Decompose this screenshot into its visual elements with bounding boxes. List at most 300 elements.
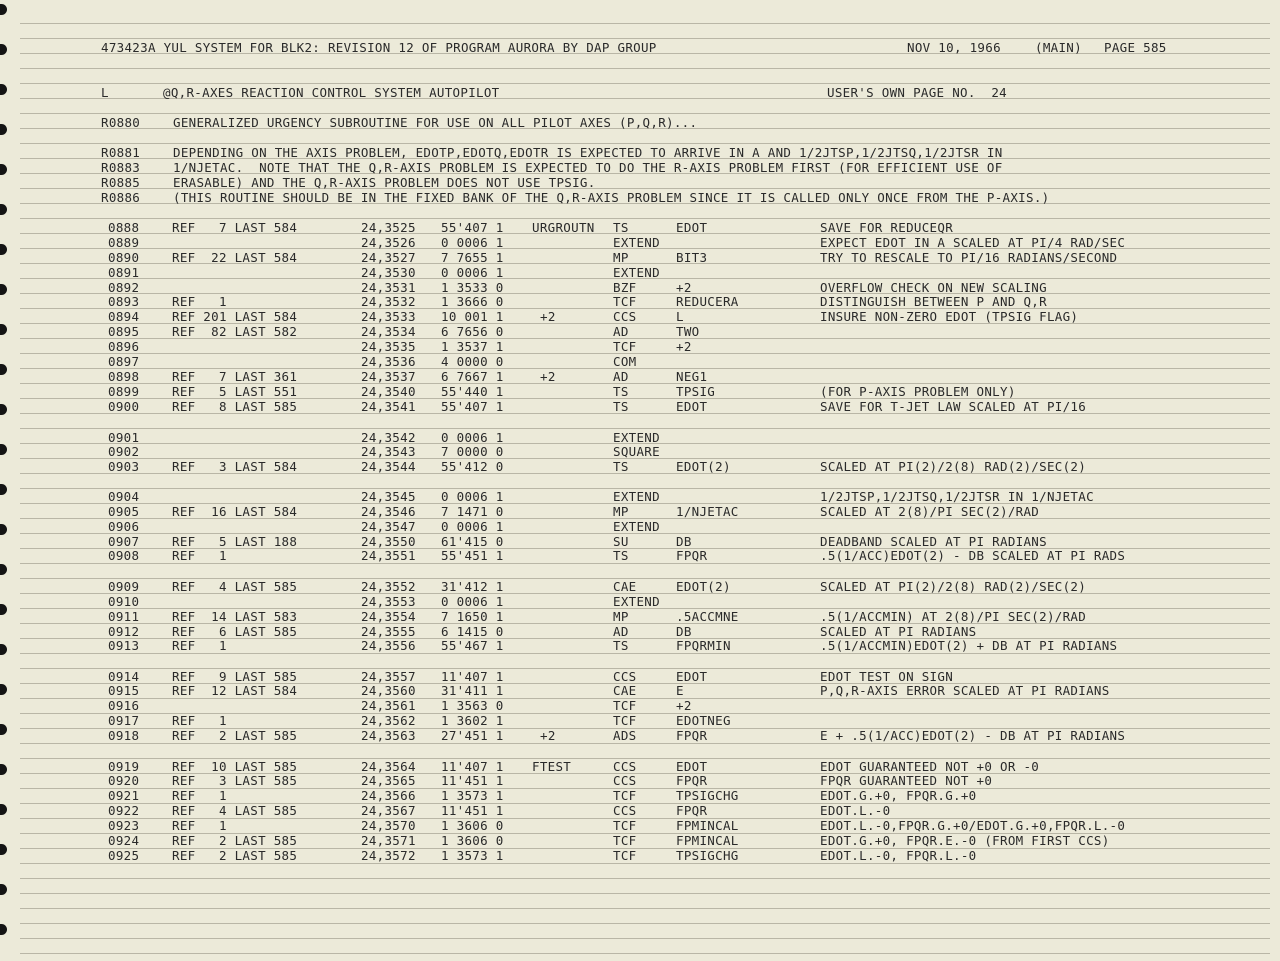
- octal-word: 11'407 1: [441, 759, 504, 774]
- listing-row: [0, 594, 1280, 609]
- ruled-line: [20, 68, 1270, 69]
- page-subheader: [0, 85, 1280, 100]
- opcode: TCF: [613, 788, 637, 803]
- opcode: EXTEND: [613, 430, 660, 445]
- ref-info: REF 2 LAST 585: [172, 833, 298, 848]
- ruled-line: [20, 878, 1270, 879]
- opcode: TS: [613, 548, 629, 563]
- comment: DEADBAND SCALED AT PI RADIANS: [820, 534, 1047, 549]
- listing-row: [0, 220, 1280, 235]
- comment: (FOR P-AXIS PROBLEM ONLY): [820, 384, 1016, 399]
- listing-row: [0, 309, 1280, 324]
- opcode: TCF: [613, 294, 637, 309]
- listing-row: [0, 548, 1280, 563]
- line-number: 0914: [108, 669, 140, 684]
- listing-row: [0, 235, 1280, 250]
- line-number: 0922: [108, 803, 140, 818]
- listing-row: [0, 519, 1280, 534]
- address: 24,3537: [361, 369, 416, 384]
- octal-word: 55'467 1: [441, 638, 504, 653]
- line-number: 0911: [108, 609, 140, 624]
- comment: SAVE FOR T-JET LAW SCALED AT PI/16: [820, 399, 1087, 414]
- header-title: 473423A YUL SYSTEM FOR BLK2: REVISION 12 OF PROGRAM AURORA BY DAP GROUP: [101, 40, 657, 55]
- remark-id: R0883: [101, 160, 141, 175]
- line-number: 0889: [108, 235, 140, 250]
- ruled-line: [20, 908, 1270, 909]
- listing-row: [0, 624, 1280, 639]
- octal-word: 10 001 1: [441, 309, 504, 324]
- punch-hole: [0, 924, 7, 935]
- ref-info: REF 7 LAST 361: [172, 369, 298, 384]
- remark-line: [0, 160, 1280, 175]
- operand: +2: [676, 280, 692, 295]
- listing-row: [0, 384, 1280, 399]
- remark-text: DEPENDING ON THE AXIS PROBLEM, EDOTP,EDOTQ,EDOTR IS EXPECTED TO ARRIVE IN A AND 1/2JTSP,1/2JTSQ,1/2JTSR IN: [173, 145, 1003, 160]
- ref-info: REF 7 LAST 584: [172, 220, 298, 235]
- ruled-line: [20, 218, 1270, 219]
- listing-row: [0, 683, 1280, 698]
- ref-info: REF 5 LAST 551: [172, 384, 298, 399]
- octal-word: 31'411 1: [441, 683, 504, 698]
- octal-word: 1 3533 0: [441, 280, 504, 295]
- ruled-line: [20, 938, 1270, 939]
- opcode: CCS: [613, 759, 637, 774]
- address: 24,3566: [361, 788, 416, 803]
- opcode: TCF: [613, 848, 637, 863]
- comment: TRY TO RESCALE TO PI/16 RADIANS/SECOND: [820, 250, 1118, 265]
- address: 24,3531: [361, 280, 416, 295]
- operand: +2: [676, 339, 692, 354]
- opcode: EXTEND: [613, 235, 660, 250]
- listing-row: [0, 728, 1280, 743]
- opcode: EXTEND: [613, 594, 660, 609]
- address: 24,3564: [361, 759, 416, 774]
- operand: +2: [676, 698, 692, 713]
- line-number: 0888: [108, 220, 140, 235]
- line-number: 0923: [108, 818, 140, 833]
- opcode: ADS: [613, 728, 637, 743]
- opcode: AD: [613, 324, 629, 339]
- subheader-mark: L: [101, 85, 109, 100]
- line-number: 0907: [108, 534, 140, 549]
- ref-info: REF 3 LAST 584: [172, 459, 298, 474]
- octal-word: 1 3606 0: [441, 833, 504, 848]
- listing-row: [0, 788, 1280, 803]
- operand: TPSIGCHG: [676, 848, 739, 863]
- address: 24,3567: [361, 803, 416, 818]
- ref-info: REF 5 LAST 188: [172, 534, 298, 549]
- operand: FPQR: [676, 548, 708, 563]
- user-page-number: USER'S OWN PAGE NO. 24: [827, 85, 1007, 100]
- punch-hole: [0, 884, 7, 895]
- line-number: 0916: [108, 698, 140, 713]
- header-main: (MAIN): [1035, 40, 1082, 55]
- ref-info: REF 22 LAST 584: [172, 250, 298, 265]
- line-number: 0920: [108, 773, 140, 788]
- comment: SCALED AT 2(8)/PI SEC(2)/RAD: [820, 504, 1040, 519]
- comment: EDOT.L.-0,FPQR.G.+0/EDOT.G.+0,FPQR.L.-0: [820, 818, 1126, 833]
- line-number: 0902: [108, 444, 140, 459]
- address: 24,3550: [361, 534, 416, 549]
- ref-info: REF 1: [172, 818, 227, 833]
- ruled-line: [20, 83, 1270, 84]
- line-number: 0895: [108, 324, 140, 339]
- comment: E + .5(1/ACC)EDOT(2) - DB AT PI RADIANS: [820, 728, 1126, 743]
- ref-info: REF 1: [172, 788, 227, 803]
- operand: EDOT(2): [676, 459, 731, 474]
- opcode: EXTEND: [613, 519, 660, 534]
- address: 24,3533: [361, 309, 416, 324]
- line-number: 0901: [108, 430, 140, 445]
- punch-hole: [0, 564, 7, 575]
- remark-line: [0, 115, 1280, 130]
- operand: TPSIG: [676, 384, 716, 399]
- address: 24,3560: [361, 683, 416, 698]
- listing-row: [0, 324, 1280, 339]
- operand: TPSIGCHG: [676, 788, 739, 803]
- listing-row: [0, 534, 1280, 549]
- listing-row: [0, 489, 1280, 504]
- label: FTEST: [532, 759, 572, 774]
- octal-word: 0 0006 1: [441, 594, 504, 609]
- line-number: 0898: [108, 369, 140, 384]
- octal-word: 7 1471 0: [441, 504, 504, 519]
- opcode: TCF: [613, 339, 637, 354]
- remark-text: GENERALIZED URGENCY SUBROUTINE FOR USE ON ALL PILOT AXES (P,Q,R)...: [173, 115, 698, 130]
- octal-word: 0 0006 1: [441, 265, 504, 280]
- octal-word: 1 3573 1: [441, 788, 504, 803]
- ruled-line: [20, 143, 1270, 144]
- operand: DB: [676, 624, 692, 639]
- octal-word: 11'451 1: [441, 773, 504, 788]
- octal-word: 55'451 1: [441, 548, 504, 563]
- ruled-line: [20, 23, 1270, 24]
- opcode: MP: [613, 504, 629, 519]
- listing-row: [0, 250, 1280, 265]
- address: 24,3552: [361, 579, 416, 594]
- remark-text: 1/NJETAC. NOTE THAT THE Q,R-AXIS PROBLEM IS EXPECTED TO DO THE R-AXIS PROBLEM FIRST (FOR EFFICIENT USE OF: [173, 160, 1003, 175]
- address: 24,3546: [361, 504, 416, 519]
- operand: EDOT(2): [676, 579, 731, 594]
- octal-word: 0 0006 1: [441, 430, 504, 445]
- punch-hole: [0, 204, 7, 215]
- opcode: TCF: [613, 833, 637, 848]
- ref-info: REF 12 LAST 584: [172, 683, 298, 698]
- address: 24,3554: [361, 609, 416, 624]
- opcode: TCF: [613, 698, 637, 713]
- line-number: 0915: [108, 683, 140, 698]
- comment: EDOT.G.+0, FPQR.E.-0 (FROM FIRST CCS): [820, 833, 1110, 848]
- octal-word: 61'415 0: [441, 534, 504, 549]
- ref-info: REF 6 LAST 585: [172, 624, 298, 639]
- address: 24,3562: [361, 713, 416, 728]
- comment: INSURE NON-ZERO EDOT (TPSIG FLAG): [820, 309, 1079, 324]
- address: 24,3557: [361, 669, 416, 684]
- octal-word: 31'412 1: [441, 579, 504, 594]
- line-number: 0917: [108, 713, 140, 728]
- ref-info: REF 1: [172, 294, 227, 309]
- listing-row: [0, 430, 1280, 445]
- listing-row: [0, 833, 1280, 848]
- opcode: TCF: [613, 713, 637, 728]
- ref-info: REF 14 LAST 583: [172, 609, 298, 624]
- ref-info: REF 16 LAST 584: [172, 504, 298, 519]
- flag: +2: [540, 369, 556, 384]
- address: 24,3526: [361, 235, 416, 250]
- line-number: 0897: [108, 354, 140, 369]
- octal-word: 1 3563 0: [441, 698, 504, 713]
- listing-row: [0, 265, 1280, 280]
- opcode: MP: [613, 250, 629, 265]
- octal-word: 27'451 1: [441, 728, 504, 743]
- listing-row: [0, 369, 1280, 384]
- operand: EDOTNEG: [676, 713, 731, 728]
- ruled-line: [20, 653, 1270, 654]
- comment: SCALED AT PI(2)/2(8) RAD(2)/SEC(2): [820, 459, 1087, 474]
- line-number: 0893: [108, 294, 140, 309]
- listing-row: [0, 280, 1280, 295]
- ruled-line: [20, 428, 1270, 429]
- octal-word: 6 1415 0: [441, 624, 504, 639]
- line-number: 0899: [108, 384, 140, 399]
- address: 24,3534: [361, 324, 416, 339]
- ref-info: REF 4 LAST 585: [172, 803, 298, 818]
- opcode: CCS: [613, 669, 637, 684]
- operand: EDOT: [676, 669, 708, 684]
- page-header: [0, 40, 1280, 55]
- opcode: TS: [613, 399, 629, 414]
- ruled-line: [20, 863, 1270, 864]
- remark-id: R0881: [101, 145, 141, 160]
- octal-word: 6 7667 1: [441, 369, 504, 384]
- ruled-line: [20, 893, 1270, 894]
- line-number: 0925: [108, 848, 140, 863]
- listing-row: [0, 759, 1280, 774]
- line-number: 0912: [108, 624, 140, 639]
- line-number: 0908: [108, 548, 140, 563]
- address: 24,3543: [361, 444, 416, 459]
- address: 24,3556: [361, 638, 416, 653]
- opcode: CAE: [613, 579, 637, 594]
- ref-info: REF 1: [172, 638, 227, 653]
- ruled-line: [20, 953, 1270, 954]
- listing-row: [0, 294, 1280, 309]
- ref-info: REF 9 LAST 585: [172, 669, 298, 684]
- label: URGROUTN: [532, 220, 595, 235]
- line-number: 0890: [108, 250, 140, 265]
- comment: EXPECT EDOT IN A SCALED AT PI/4 RAD/SEC: [820, 235, 1126, 250]
- comment: FPQR GUARANTEED NOT +0: [820, 773, 993, 788]
- punch-hole: [0, 4, 7, 15]
- octal-word: 7 0000 0: [441, 444, 504, 459]
- operand: 1/NJETAC: [676, 504, 739, 519]
- operand: .5ACCMNE: [676, 609, 739, 624]
- ref-info: REF 4 LAST 585: [172, 579, 298, 594]
- line-number: 0921: [108, 788, 140, 803]
- remark-text: (THIS ROUTINE SHOULD BE IN THE FIXED BANK OF THE Q,R-AXIS PROBLEM SINCE IT IS CALLED ONLY ONCE FROM THE P-AXIS.): [173, 190, 1050, 205]
- ref-info: REF 82 LAST 582: [172, 324, 298, 339]
- address: 24,3530: [361, 265, 416, 280]
- ruled-line: [20, 563, 1270, 564]
- remark-line: [0, 145, 1280, 160]
- address: 24,3542: [361, 430, 416, 445]
- listing-row: [0, 803, 1280, 818]
- operand: DB: [676, 534, 692, 549]
- address: 24,3540: [361, 384, 416, 399]
- octal-word: 55'407 1: [441, 220, 504, 235]
- listing-row: [0, 818, 1280, 833]
- line-number: 0894: [108, 309, 140, 324]
- operand: FPQR: [676, 803, 708, 818]
- remark-id: R0886: [101, 190, 141, 205]
- address: 24,3572: [361, 848, 416, 863]
- operand: FPQR: [676, 728, 708, 743]
- remark-line: [0, 190, 1280, 205]
- listing-row: [0, 354, 1280, 369]
- opcode: AD: [613, 624, 629, 639]
- line-number: 0924: [108, 833, 140, 848]
- line-number: 0913: [108, 638, 140, 653]
- header-date: NOV 10, 1966: [907, 40, 1001, 55]
- listing-row: [0, 698, 1280, 713]
- operand: FPQRMIN: [676, 638, 731, 653]
- listing-row: [0, 848, 1280, 863]
- listing-row: [0, 773, 1280, 788]
- opcode: SQUARE: [613, 444, 660, 459]
- address: 24,3555: [361, 624, 416, 639]
- octal-word: 6 7656 0: [441, 324, 504, 339]
- opcode: EXTEND: [613, 489, 660, 504]
- line-number: 0906: [108, 519, 140, 534]
- comment: SCALED AT PI(2)/2(8) RAD(2)/SEC(2): [820, 579, 1087, 594]
- opcode: COM: [613, 354, 637, 369]
- opcode: CCS: [613, 309, 637, 324]
- header-page: PAGE 585: [1104, 40, 1167, 55]
- operand: EDOT: [676, 759, 708, 774]
- listing-row: [0, 399, 1280, 414]
- address: 24,3561: [361, 698, 416, 713]
- comment: DISTINGUISH BETWEEN P AND Q,R: [820, 294, 1047, 309]
- address: 24,3535: [361, 339, 416, 354]
- listing-row: [0, 713, 1280, 728]
- listing-row: [0, 669, 1280, 684]
- operand: FPMINCAL: [676, 818, 739, 833]
- operand: BIT3: [676, 250, 708, 265]
- address: 24,3536: [361, 354, 416, 369]
- listing-row: [0, 444, 1280, 459]
- line-number: 0909: [108, 579, 140, 594]
- operand: E: [676, 683, 684, 698]
- operand: L: [676, 309, 684, 324]
- octal-word: 11'451 1: [441, 803, 504, 818]
- listing-row: [0, 609, 1280, 624]
- operand: EDOT: [676, 220, 708, 235]
- octal-word: 55'440 1: [441, 384, 504, 399]
- ref-info: REF 3 LAST 585: [172, 773, 298, 788]
- octal-word: 0 0006 1: [441, 489, 504, 504]
- octal-word: 55'407 1: [441, 399, 504, 414]
- flag: +2: [540, 309, 556, 324]
- comment: EDOT TEST ON SIGN: [820, 669, 954, 684]
- remark-id: R0880: [101, 115, 141, 130]
- opcode: CCS: [613, 773, 637, 788]
- octal-word: 1 3537 1: [441, 339, 504, 354]
- address: 24,3570: [361, 818, 416, 833]
- operand: FPQR: [676, 773, 708, 788]
- address: 24,3553: [361, 594, 416, 609]
- line-number: 0919: [108, 759, 140, 774]
- address: 24,3563: [361, 728, 416, 743]
- line-number: 0900: [108, 399, 140, 414]
- opcode: AD: [613, 369, 629, 384]
- ruled-line: [20, 113, 1270, 114]
- address: 24,3541: [361, 399, 416, 414]
- opcode: TS: [613, 638, 629, 653]
- octal-word: 1 3602 1: [441, 713, 504, 728]
- opcode: TS: [613, 459, 629, 474]
- octal-word: 7 1650 1: [441, 609, 504, 624]
- octal-word: 11'407 1: [441, 669, 504, 684]
- listing-row: [0, 638, 1280, 653]
- ruled-line: [20, 38, 1270, 39]
- octal-word: 7 7655 1: [441, 250, 504, 265]
- opcode: EXTEND: [613, 265, 660, 280]
- remark-text: ERASABLE) AND THE Q,R-AXIS PROBLEM DOES NOT USE TPSIG.: [173, 175, 596, 190]
- ref-info: REF 201 LAST 584: [172, 309, 298, 324]
- line-number: 0904: [108, 489, 140, 504]
- ruled-line: [20, 923, 1270, 924]
- address: 24,3545: [361, 489, 416, 504]
- operand: FPMINCAL: [676, 833, 739, 848]
- listing-row: [0, 459, 1280, 474]
- address: 24,3551: [361, 548, 416, 563]
- octal-word: 4 0000 0: [441, 354, 504, 369]
- comment: EDOT.G.+0, FPQR.G.+0: [820, 788, 977, 803]
- line-number: 0892: [108, 280, 140, 295]
- ref-info: REF 1: [172, 548, 227, 563]
- opcode: SU: [613, 534, 629, 549]
- octal-word: 0 0006 1: [441, 519, 504, 534]
- comment: SCALED AT PI RADIANS: [820, 624, 977, 639]
- ref-info: REF 10 LAST 585: [172, 759, 298, 774]
- comment: EDOT.L.-0: [820, 803, 891, 818]
- opcode: TS: [613, 384, 629, 399]
- line-number: 0903: [108, 459, 140, 474]
- comment: .5(1/ACC)EDOT(2) - DB SCALED AT PI RADS: [820, 548, 1126, 563]
- octal-word: 1 3606 0: [441, 818, 504, 833]
- line-number: 0910: [108, 594, 140, 609]
- operand: REDUCERA: [676, 294, 739, 309]
- listing-row: [0, 504, 1280, 519]
- listing-row: [0, 339, 1280, 354]
- octal-word: 0 0006 1: [441, 235, 504, 250]
- address: 24,3525: [361, 220, 416, 235]
- line-number: 0896: [108, 339, 140, 354]
- listing-row: [0, 579, 1280, 594]
- line-number: 0905: [108, 504, 140, 519]
- comment: SAVE FOR REDUCEQR: [820, 220, 954, 235]
- comment: EDOT.L.-0, FPQR.L.-0: [820, 848, 977, 863]
- remark-line: [0, 175, 1280, 190]
- ref-info: REF 8 LAST 585: [172, 399, 298, 414]
- operand: TWO: [676, 324, 700, 339]
- comment: EDOT GUARANTEED NOT +0 OR -0: [820, 759, 1040, 774]
- ref-info: REF 1: [172, 713, 227, 728]
- comment: .5(1/ACCMIN)EDOT(2) + DB AT PI RADIANS: [820, 638, 1118, 653]
- ref-info: REF 2 LAST 585: [172, 848, 298, 863]
- octal-word: 1 3573 1: [441, 848, 504, 863]
- remark-id: R0885: [101, 175, 141, 190]
